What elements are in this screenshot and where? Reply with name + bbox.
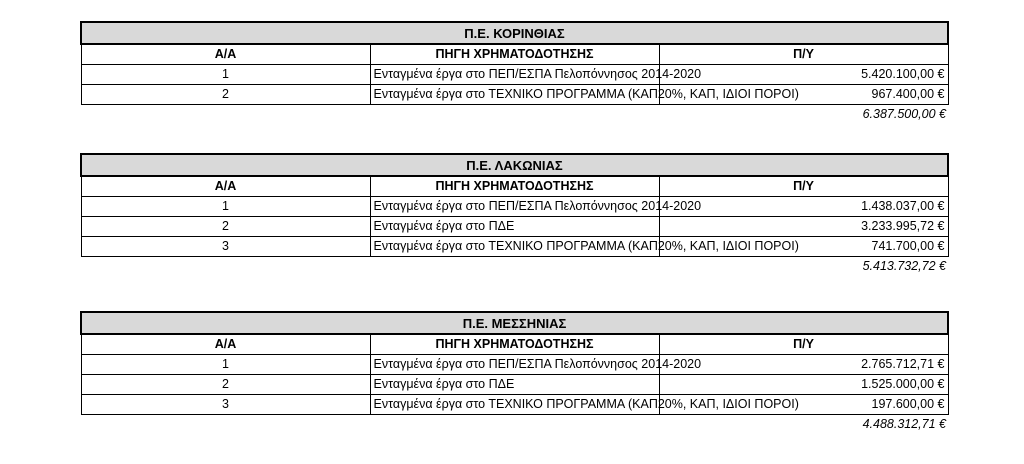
row-source: Ενταγμένα έργα στο ΠΕΠ/ΕΣΠΑ Πελοπόννησος 2014-2020	[370, 197, 659, 217]
table-row	[81, 375, 948, 395]
lakonia-table	[80, 153, 949, 257]
table-title: Π.Ε. ΛΑΚΩΝΙΑΣ	[81, 154, 948, 176]
table-row	[81, 217, 948, 237]
table-title: Π.Ε. ΜΕΣΣΗΝΙΑΣ	[81, 312, 948, 334]
col-header-amount: Π/Υ	[659, 176, 948, 197]
row-amount: 1.525.000,00 €	[659, 375, 948, 395]
col-header-source: ΠΗΓΗ ΧΡΗΜΑΤΟΔΟΤΗΣΗΣ	[370, 176, 659, 197]
col-header-aa: Α/Α	[81, 44, 370, 65]
table-title: Π.Ε. ΚΟΡΙΝΘΙΑΣ	[81, 22, 948, 44]
row-number: 1	[81, 355, 370, 375]
row-number: 1	[81, 197, 370, 217]
row-amount: 741.700,00 €	[659, 237, 948, 257]
row-amount: 1.438.037,00 €	[659, 197, 948, 217]
row-amount: 3.233.995,72 €	[659, 217, 948, 237]
row-number: 2	[81, 85, 370, 105]
row-amount: 2.765.712,71 €	[659, 355, 948, 375]
messinia-table	[80, 311, 949, 415]
col-header-amount: Π/Υ	[659, 44, 948, 65]
row-amount: 5.420.100,00 €	[659, 65, 948, 85]
row-number: 2	[81, 375, 370, 395]
row-source: Ενταγμένα έργα στο ΠΕΠ/ΕΣΠΑ Πελοπόννησος 2014-2020	[370, 65, 659, 85]
row-source: Ενταγμένα έργα στο ΤΕΧΝΙΚΟ ΠΡΟΓΡΑΜΜΑ (ΚΑΠ20%, ΚΑΠ, ΙΔΙΟΙ ΠΟΡΟΙ)	[370, 395, 659, 415]
row-number: 2	[81, 217, 370, 237]
row-number: 3	[81, 395, 370, 415]
row-amount: 967.400,00 €	[659, 85, 948, 105]
table-row	[81, 85, 948, 105]
row-source: Ενταγμένα έργα στο ΤΕΧΝΙΚΟ ΠΡΟΓΡΑΜΜΑ (ΚΑΠ20%, ΚΑΠ, ΙΔΙΟΙ ΠΟΡΟΙ)	[370, 85, 659, 105]
row-source: Ενταγμένα έργα στο ΤΕΧΝΙΚΟ ΠΡΟΓΡΑΜΜΑ (ΚΑΠ20%, ΚΑΠ, ΙΔΙΟΙ ΠΟΡΟΙ)	[370, 237, 659, 257]
table-total: 5.413.732,72 €	[862, 259, 946, 273]
table-row	[81, 65, 948, 85]
row-source: Ενταγμένα έργα στο ΠΕΠ/ΕΣΠΑ Πελοπόννησος 2014-2020	[370, 355, 659, 375]
col-header-amount: Π/Υ	[659, 334, 948, 355]
korinthia-table-block	[80, 21, 949, 123]
table-row	[81, 237, 948, 257]
col-header-aa: Α/Α	[81, 334, 370, 355]
korinthia-table	[80, 21, 949, 105]
lakonia-table-block	[80, 153, 949, 275]
table-total: 6.387.500,00 €	[862, 107, 946, 121]
row-source: Ενταγμένα έργα στο ΠΔΕ	[370, 217, 659, 237]
row-amount: 197.600,00 €	[659, 395, 948, 415]
messinia-table-block	[80, 311, 949, 433]
row-source: Ενταγμένα έργα στο ΠΔΕ	[370, 375, 659, 395]
col-header-source: ΠΗΓΗ ΧΡΗΜΑΤΟΔΟΤΗΣΗΣ	[370, 334, 659, 355]
row-number: 3	[81, 237, 370, 257]
table-total: 4.488.312,71 €	[862, 417, 946, 431]
table-row	[81, 197, 948, 217]
row-number: 1	[81, 65, 370, 85]
table-row	[81, 395, 948, 415]
col-header-aa: Α/Α	[81, 176, 370, 197]
col-header-source: ΠΗΓΗ ΧΡΗΜΑΤΟΔΟΤΗΣΗΣ	[370, 44, 659, 65]
table-row	[81, 355, 948, 375]
